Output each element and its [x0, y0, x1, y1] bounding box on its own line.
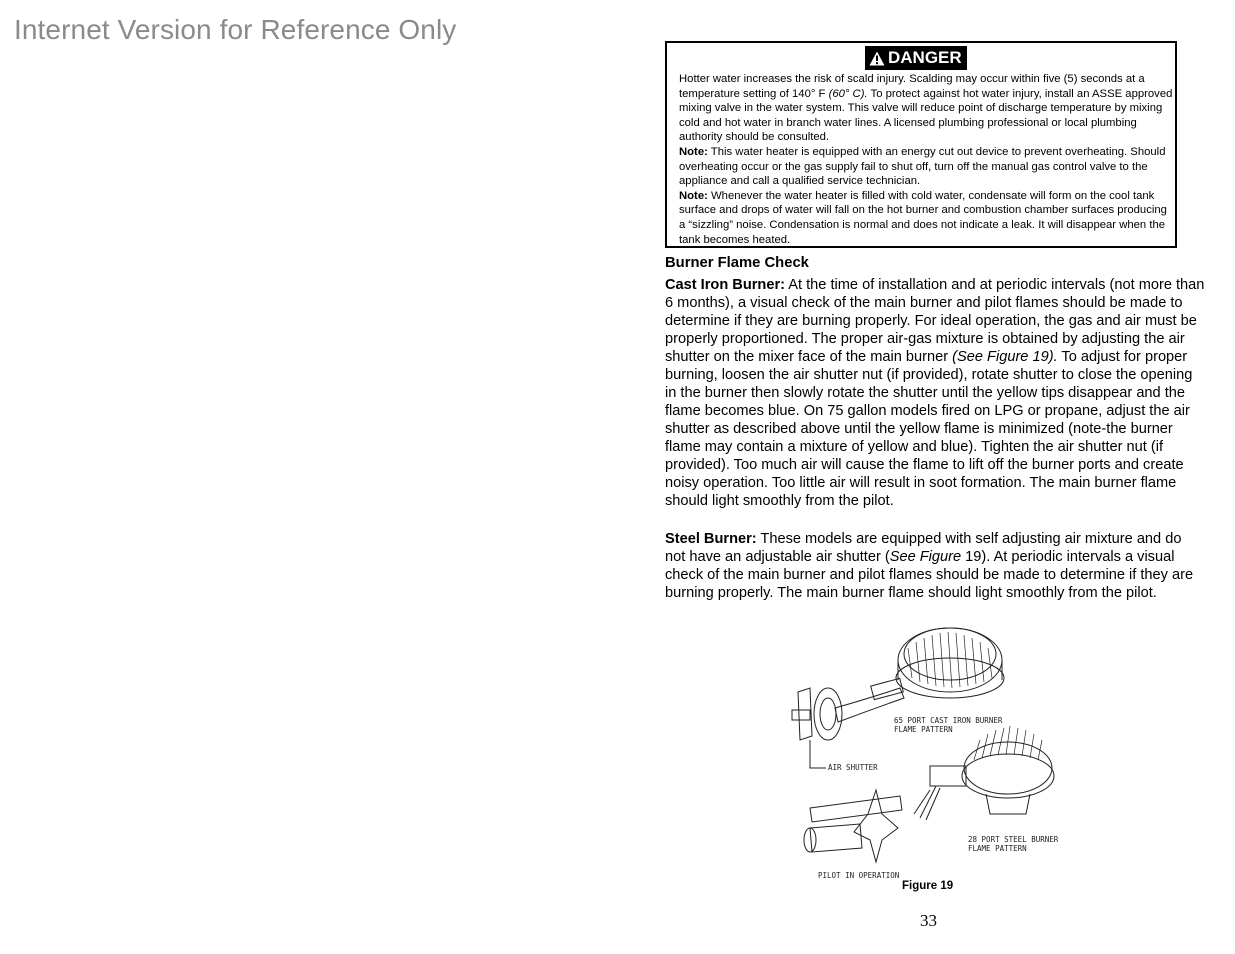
- label-air-shutter: AIR SHUTTER: [828, 763, 878, 772]
- danger-warning-box: [665, 41, 1177, 248]
- label-pilot-in-operation: PILOT IN OPERATION: [818, 871, 900, 880]
- cast-iron-text-b: To adjust for proper burning, loosen the air shutter nut (if provided), rotate shutter to close the opening in the burner then slowly rotate the shutter until the yellow tips disappear and the flame becomes blue. On 75 gallon models fired on LPG or propane, adjust the air shutter as described above until the yellow flame is minimized (note-the burner flame may contain a mixture of yellow and blue). Tighten the air shutter nut (if provided). Too much air will cause the flame to lift off the burner ports and create noisy operation. Too little air will result in soot formation. The main burner flame should light smoothly from the pilot.: [665, 349, 1193, 509]
- danger-text-a: Hotter water increases the risk of scald injury. Scalding may occur within five (5) seconds at a temperature setting of 140° F: [679, 73, 1145, 100]
- label-steel-burner: 28 PORT STEEL BURNER FLAME PATTERN: [968, 835, 1059, 853]
- danger-badge-label: DANGER: [888, 48, 962, 67]
- danger-text: [679, 72, 1175, 247]
- burner-figure: [790, 618, 1090, 883]
- danger-badge: [865, 46, 967, 70]
- figure-reference: (See Figure 19).: [952, 349, 1058, 365]
- steel-burner-paragraph: [665, 530, 1205, 602]
- danger-paragraph: [679, 72, 1175, 145]
- pilot-drawing: [804, 790, 902, 862]
- steel-text-a: These models are equipped with self adjusting air mixture and do not have an adjustable air shutter (: [665, 531, 1182, 565]
- watermark-text: Internet Version for Reference Only: [14, 14, 457, 45]
- note-text: This water heater is equipped with an energy cut out device to prevent overheating. Should overheating occur or the gas supply fail to shut off, turn off the manual gas control valve to the appliance and call a qualified service technician.: [679, 145, 1166, 188]
- note-paragraph-2: [679, 189, 1175, 247]
- note-text: Whenever the water heater is filled with cold water, condensate will form on the cool tank surface and drops of water will fall on the hot burner and combustion chamber surfaces producing a “sizzling” noise. Condensation is normal and does not indicate a leak. It will disappear when the tank becomes heated.: [679, 189, 1167, 246]
- steel-burner-label: Steel Burner:: [665, 531, 757, 547]
- figure-caption: Figure 19: [902, 880, 954, 892]
- section-title: Burner Flame Check: [665, 255, 809, 271]
- warning-triangle-icon: [869, 51, 885, 66]
- cast-iron-label: Cast Iron Burner:: [665, 277, 786, 293]
- steel-text-b: 19). At periodic intervals a visual check of the main burner and pilot flames should be made to determine if they are burning properly. The main burner flame should light smoothly from the pilot.: [665, 549, 1194, 601]
- note-paragraph-1: [679, 145, 1175, 189]
- note-label: Note:: [679, 145, 708, 158]
- label-cast-iron-burner: 65 PORT CAST IRON BURNER FLAME PATTERN: [894, 716, 1003, 734]
- steel-burner-drawing: [914, 726, 1054, 820]
- danger-text-celsius: (60° C).: [828, 87, 868, 100]
- note-label: Note:: [679, 189, 708, 202]
- figure-reference: See Figure: [889, 549, 962, 565]
- page-number: 33: [920, 911, 937, 930]
- cast-iron-burner-drawing: [792, 628, 1004, 768]
- cast-iron-burner-paragraph: [665, 276, 1205, 510]
- cast-iron-text-a: At the time of installation and at periodic intervals (not more than 6 months), a visual check of the main burner and pilot flames should be made to determine if they are burning properly. For ideal operation, the gas and air must be properly proportioned. The proper air-gas mixture is obtained by adjusting the air shutter on the mixer face of the main burner: [665, 277, 1205, 365]
- danger-text-c: To protect against hot water injury, install an ASSE approved mixing valve in the water system. This valve will reduce point of discharge temperature by mixing cold and hot water in branch water lines. A licensed plumbing professional or local plumbing authority should be consulted.: [679, 87, 1173, 144]
